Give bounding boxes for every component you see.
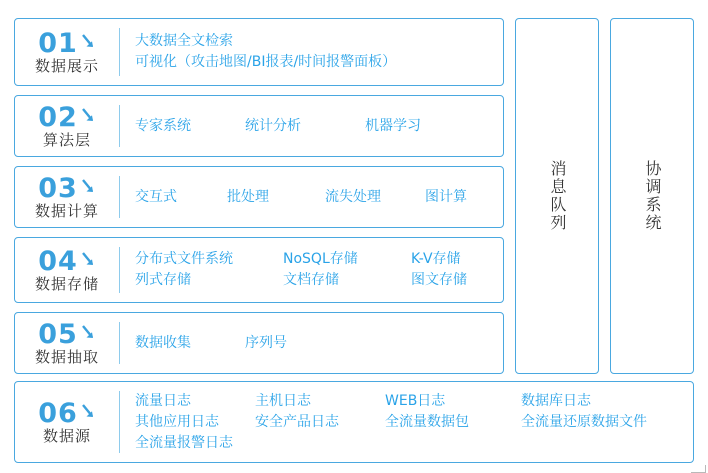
list-item: 大数据全文检索	[135, 33, 233, 49]
list-item: 流失处理	[325, 188, 381, 205]
layer-number-text-05: 05	[38, 319, 78, 351]
list-item: 安全产品日志	[255, 413, 339, 430]
layer-items-04	[121, 238, 503, 302]
layer-title-06: 数据源	[42, 427, 91, 446]
layer-title-04: 数据存储	[34, 275, 99, 294]
layer-title-05: 数据抽取	[34, 348, 99, 367]
layer-header-06	[15, 382, 119, 462]
layer-box-03	[14, 166, 504, 228]
layer-item-row	[135, 412, 693, 433]
list-item: 批处理	[227, 188, 269, 205]
layer-number-03	[38, 173, 96, 205]
list-item: 机器学习	[365, 117, 421, 134]
list-item: 全流量还原数据文件	[521, 413, 647, 430]
layer-number-05	[38, 319, 96, 351]
list-item: 其他应用日志	[135, 413, 219, 430]
layer-number-text-04: 04	[38, 246, 78, 278]
layer-items-05	[121, 313, 503, 373]
corner-mark	[691, 465, 706, 473]
layer-item-row	[135, 187, 503, 208]
list-item: 统计分析	[245, 117, 301, 134]
layer-header-04	[15, 238, 119, 302]
side-box-coordination-system	[610, 18, 694, 374]
list-item: 交互式	[135, 188, 177, 205]
list-item: NoSQL存储	[283, 251, 358, 267]
list-item: 分布式文件系统	[135, 251, 233, 267]
layer-header-03	[15, 167, 119, 227]
list-item: 主机日志	[255, 392, 311, 409]
layer-box-01	[14, 18, 504, 86]
layer-number-02	[38, 102, 96, 134]
layer-box-05	[14, 312, 504, 374]
layer-item-row	[135, 391, 693, 412]
layer-header-01	[15, 19, 119, 85]
layer-box-06	[14, 381, 694, 463]
layer-number-06	[38, 398, 96, 430]
layer-title-02: 算法层	[42, 131, 91, 150]
layer-item-row	[135, 249, 503, 270]
layer-header-05	[15, 313, 119, 373]
layer-item-row	[135, 52, 503, 73]
list-item: 图计算	[425, 188, 467, 205]
list-item: 流量日志	[135, 392, 191, 409]
list-item: 数据收集	[135, 334, 191, 351]
list-item: 可视化（攻击地图/BI报表/时间报警面板）	[135, 54, 397, 70]
layer-items-01	[121, 19, 503, 85]
arrow-down-right-icon	[80, 321, 96, 348]
layer-header-02	[15, 96, 119, 156]
list-item: 序列号	[245, 334, 287, 351]
list-item: 全流量数据包	[385, 413, 469, 430]
side-box-label-coordination-system: 协调系统	[643, 160, 662, 232]
layer-number-text-03: 03	[38, 173, 78, 205]
arrow-down-right-icon	[80, 30, 96, 57]
layer-title-01: 数据展示	[34, 57, 99, 76]
list-item: K-V存储	[411, 251, 461, 267]
layer-number-04	[38, 246, 96, 278]
layer-items-02	[121, 96, 503, 156]
layer-items-03	[121, 167, 503, 227]
side-box-message-queue	[515, 18, 599, 374]
layer-number-text-06: 06	[38, 398, 78, 430]
layer-item-row	[135, 116, 503, 137]
layer-number-01	[38, 28, 96, 60]
layer-item-row	[135, 333, 503, 354]
list-item: 列式存储	[135, 272, 191, 288]
side-box-label-message-queue: 消息队列	[548, 160, 567, 232]
layer-box-04	[14, 237, 504, 303]
arrow-down-right-icon	[80, 400, 96, 427]
layer-number-text-01: 01	[38, 28, 78, 60]
layer-item-row	[135, 433, 693, 454]
layer-box-02	[14, 95, 504, 157]
layer-number-text-02: 02	[38, 102, 78, 134]
list-item: 图文存储	[411, 272, 467, 288]
layer-item-row	[135, 31, 503, 52]
layer-item-row	[135, 270, 503, 291]
list-item: 全流量报警日志	[135, 434, 233, 451]
list-item: 文档存储	[283, 272, 339, 288]
layer-items-06	[121, 382, 693, 462]
list-item: 数据库日志	[521, 392, 591, 409]
layer-title-03: 数据计算	[34, 202, 99, 221]
arrow-down-right-icon	[80, 248, 96, 275]
list-item: 专家系统	[135, 117, 191, 134]
arrow-down-right-icon	[80, 175, 96, 202]
list-item: WEB日志	[385, 392, 446, 409]
arrow-down-right-icon	[80, 104, 96, 131]
